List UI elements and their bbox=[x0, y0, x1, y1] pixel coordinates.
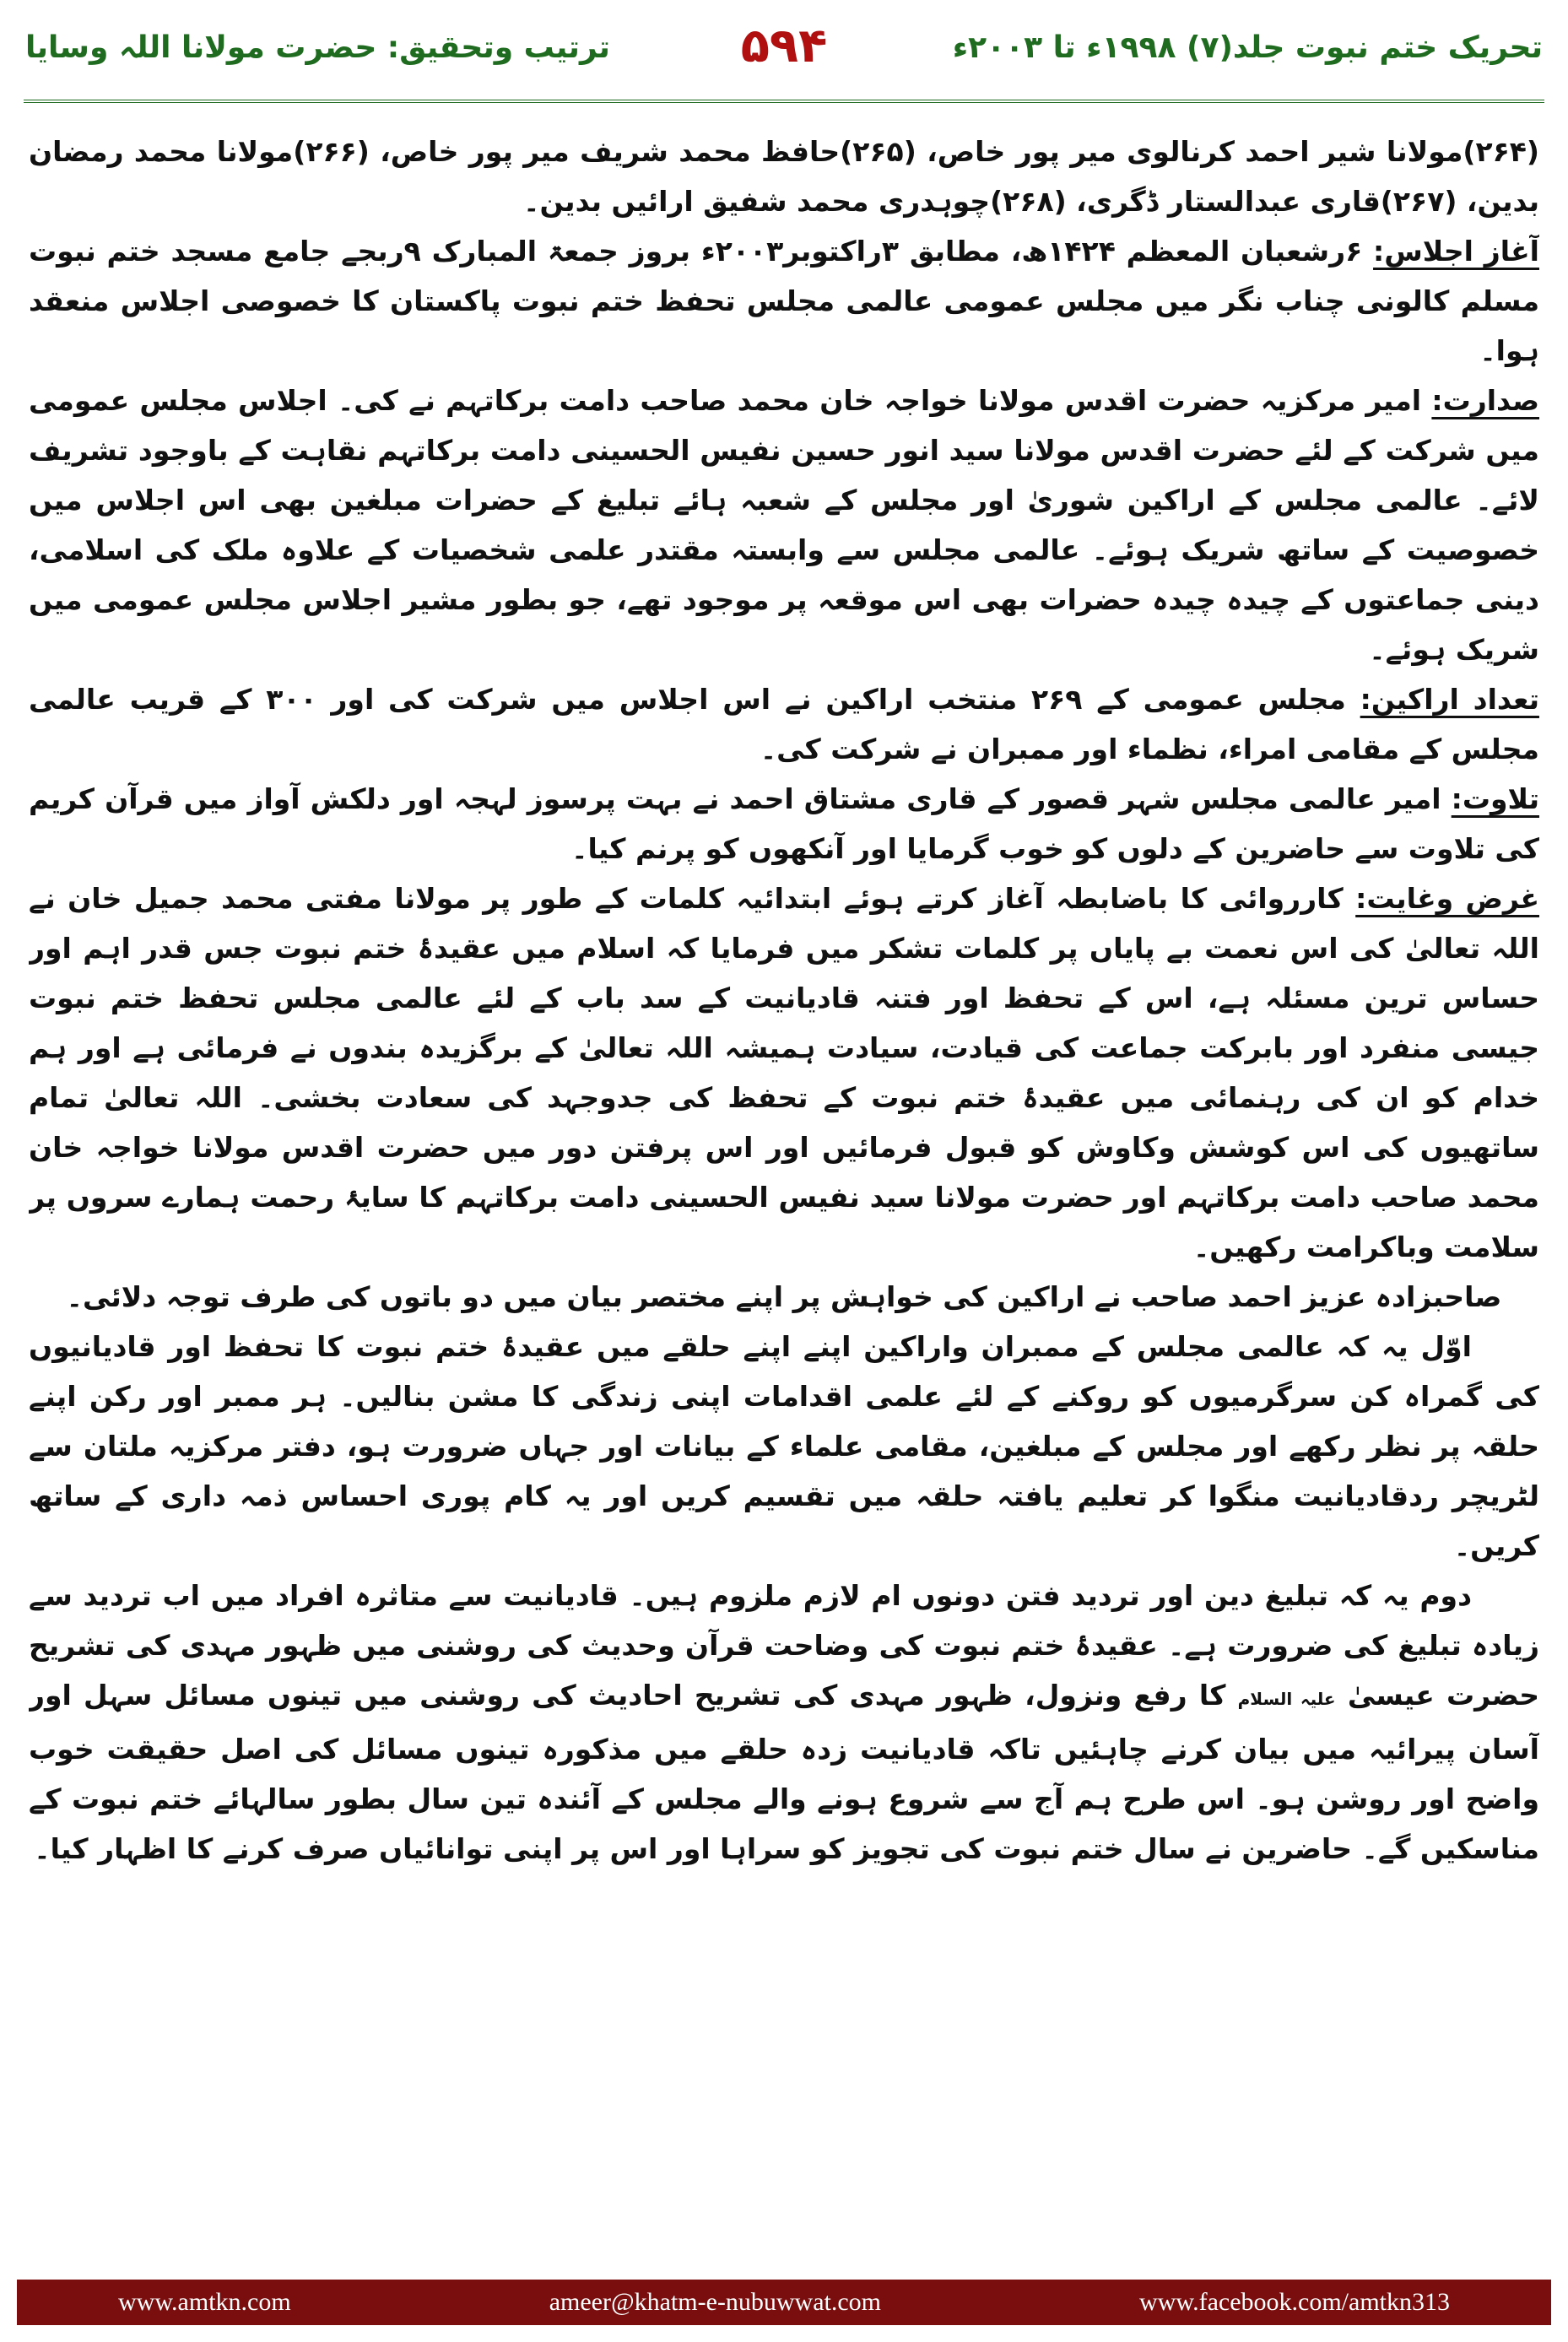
page-header bbox=[0, 0, 1568, 110]
footer-website[interactable]: www.amtkn.com bbox=[118, 2288, 291, 2316]
header-compiler: ترتیب وتحقیق: حضرت مولانا اللہ وسایا bbox=[25, 30, 610, 65]
section-label-member-count: تعداد اراکین: bbox=[1360, 683, 1539, 716]
second-point-text-end: کا رفع ونزول، ظہور مہدی کی تشریح احادیث کی روشنی میں تینوں مسائل سہل اور آسان پیرائیہ میں بیان کرنے چاہئیں تاکہ قادیانیت زدہ حلقے میں مذکورہ تینوں مسائل کی اصل حقیقت خوب واضح اور روشن ہو۔ اس طرح ہم آج سے شروع ہونے والے مجلس کے آئندہ تین سال بطور سالہائے ختم نبوت کے مناسکیں گے۔ حاضرین نے سال ختم نبوت کی تجویز کو سراہا اور اس پر اپنی توانائیاں صرف کرنے کا اظہار کیا۔ bbox=[29, 1679, 1539, 1865]
page-footer bbox=[17, 2280, 1551, 2325]
section-text-recitation: امیر عالمی مجلس شہر قصور کے قاری مشتاق احمد نے بہت پرسوز لہجہ اور دلکش آواز میں قرآن کریم کی تلاوت سے حاضرین کے دلوں کو خوب گرمایا اور آنکھوں کو پرنم کیا۔ bbox=[29, 782, 1539, 865]
paragraph-recitation bbox=[29, 774, 1539, 874]
section-label-session-start: آغاز اجلاس: bbox=[1373, 235, 1539, 268]
honorific-glyph: علیہ السلام bbox=[1237, 1689, 1336, 1709]
page-number: ۵۹۴ bbox=[740, 19, 828, 73]
paragraph-member-list: (۲۶۴)مولانا شیر احمد کرنالوی میر پور خاص، (۲۶۵)حافظ محمد شریف میر پور خاص، (۲۶۶)مولانا محمد رمضان بدین، (۲۶۷)قاری عبدالستار ڈگری، (۲۶۸)چوہدری محمد شفیق ارائیں بدین۔ bbox=[29, 135, 1539, 218]
footer-email[interactable]: ameer@khatm-e-nubuwwat.com bbox=[549, 2288, 882, 2316]
paragraph-first-point: اوّل یہ کہ عالمی مجلس کے ممبران واراکین اپنے اپنے حلقے میں عقیدۂ ختم نبوت کا تحفظ اور قادیانیوں کی گمراہ کن سرگرمیوں کو روکنے کے لئے علمی اقدامات اپنی زندگی کا مشن بنالیں۔ ہر ممبر اور رکن اپنے حلقہ پر نظر رکھے اور مجلس کے مبلغین، مقامی علماء کے بیانات اور جہاں ضرورت ہو، دفتر مرکزیہ ملتان سے لٹریچر ردقادیانیت منگوا کر تعلیم یافتہ حلقہ میں تقسیم کریں اور یہ کام پوری احساس ذمہ داری کے ساتھ کریں۔ bbox=[29, 1330, 1539, 1562]
section-label-presidency: صدارت: bbox=[1431, 384, 1539, 417]
paragraph-presidency bbox=[29, 376, 1539, 674]
section-label-recitation: تلاوت: bbox=[1451, 782, 1539, 815]
second-point-text-start: دوم یہ کہ تبلیغ دین اور تردید فتن دونوں ام لازم ملزوم ہیں۔ قادیانیت سے متاثرہ افراد میں اب تردید سے زیادہ تبلیغ کی ضرورت ہے۔ عقیدۂ ختم نبوت کی وضاحت قرآن وحدیث کی روشنی میں ظہور مہدی کی تشریح حضرت عیسیٰ bbox=[29, 1579, 1539, 1712]
header-divider bbox=[24, 100, 1544, 103]
paragraph-purpose bbox=[29, 874, 1539, 1272]
header-book-title: تحریک ختم نبوت جلد(۷) ۱۹۹۸ء تا ۲۰۰۳ء bbox=[952, 30, 1543, 65]
paragraph-session-start bbox=[29, 226, 1539, 376]
footer-facebook[interactable]: www.facebook.com/amtkn313 bbox=[1139, 2288, 1450, 2316]
section-label-purpose: غرض وغایت: bbox=[1355, 882, 1539, 915]
paragraph-two-points-intro: صاحبزادہ عزیز احمد صاحب نے اراکین کی خواہش پر اپنے مختصر بیان میں دو باتوں کی طرف توجہ دلائی۔ bbox=[66, 1280, 1502, 1313]
section-text-session-start: ۶رشعبان المعظم ۱۴۲۴ھ، مطابق ۳راکتوبر۲۰۰۳ء بروز جمعۃ المبارک ۹ربجے جامع مسجد ختم نبوت مسلم کالونی چناب نگر میں مجلس عمومی عالمی مجلس تحفظ ختم نبوت پاکستان کا خصوصی اجلاس منعقد ہوا۔ bbox=[29, 235, 1539, 367]
section-text-presidency: امیر مرکزیہ حضرت اقدس مولانا خواجہ خان محمد صاحب دامت برکاتہم نے کی۔ اجلاس مجلس عمومی میں شرکت کے لئے حضرت اقدس مولانا سید انور حسین نفیس الحسینی دامت برکاتہم نقاہت کے باوجود تشریف لائے۔ عالمی مجلس کے اراکین شوریٰ اور مجلس کے شعبہ ہائے تبلیغ کے حضرات مبلغین بھی اس اجلاس میں خصوصیت کے ساتھ شریک ہوئے۔ عالمی مجلس سے وابستہ مقتدر علمی شخصیات کے علاوہ ملک کی اسلامی، دینی جماعتوں کے چیدہ چیدہ حضرات بھی اس موقعہ پر موجود تھے، جو بطور مشیر اجلاس مجلس عمومی میں شریک ہوئے۔ bbox=[29, 384, 1539, 666]
paragraph-member-count bbox=[29, 674, 1539, 774]
page-body bbox=[29, 127, 1539, 2237]
paragraph-second-point bbox=[29, 1571, 1539, 1874]
section-text-member-count: مجلس عمومی کے ۲۶۹ منتخب اراکین نے اس اجلاس میں شرکت کی اور ۳۰۰ کے قریب عالمی مجلس کے مقامی امراء، نظماء اور ممبران نے شرکت کی۔ bbox=[29, 683, 1539, 765]
section-text-purpose: کارروائی کا باضابطہ آغاز کرتے ہوئے ابتدائیہ کلمات کے طور پر مولانا مفتی محمد جمیل خان نے اللہ تعالیٰ کی اس نعمت بے پایاں پر کلمات تشکر میں فرمایا کہ اسلام میں عقیدۂ ختم نبوت جس قدر اہم اور حساس ترین مسئلہ ہے، اس کے تحفظ اور فتنہ قادیانیت کے سد باب کے لئے عالمی مجلس تحفظ ختم نبوت جیسی منفرد اور بابرکت جماعت کی قیادت، سیادت ہمیشہ اللہ تعالیٰ کے برگزیدہ بندوں نے فرمائی ہے اور ہم خدام کو ان کی رہنمائی میں عقیدۂ ختم نبوت کے تحفظ کی جدوجہد کی سعادت بخشی۔ اللہ تعالیٰ تمام ساتھیوں کی اس کوشش وکاوش کو قبول فرمائیں اور اس پرفتن دور میں حضرت اقدس مولانا خواجہ خان محمد صاحب دامت برکاتہم اور حضرت مولانا سید نفیس الحسینی دامت برکاتہم کا سایۂ رحمت ہمارے سروں پر سلامت وباکرامت رکھیں۔ bbox=[29, 882, 1539, 1263]
